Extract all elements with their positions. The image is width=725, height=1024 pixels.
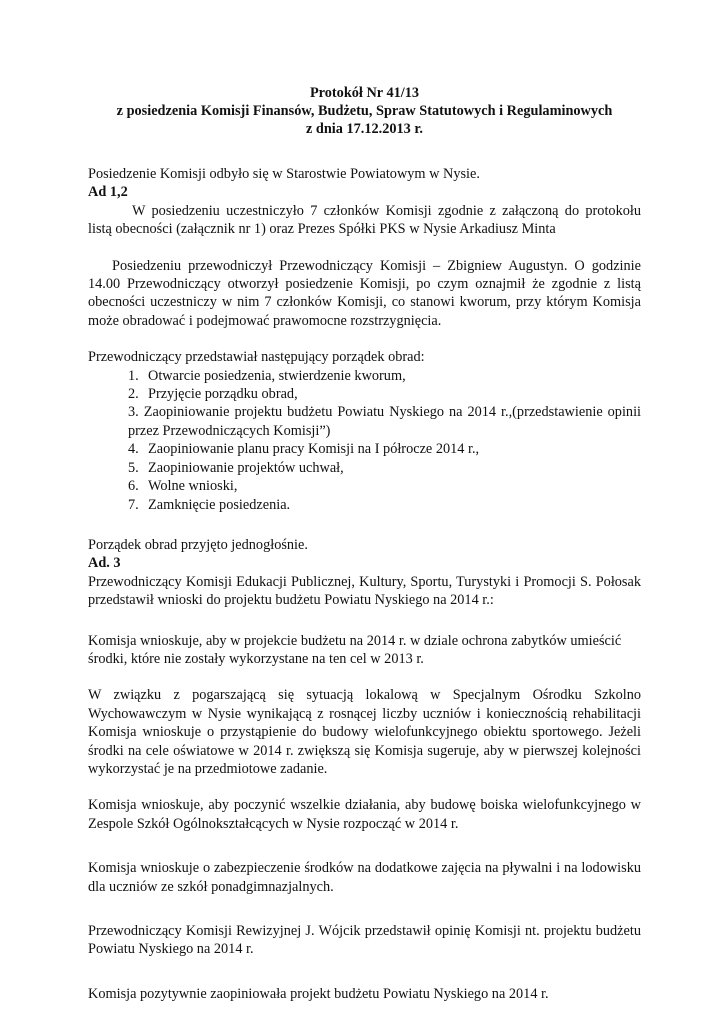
- list-item: [128, 477, 641, 495]
- intro-paragraph: Posiedzenie Komisji odbyło się w Starostwie Powiatowym w Nysie.: [88, 166, 480, 182]
- education-committee-paragraph: Przewodniczący Komisji Edukacji Publicznej, Kultury, Sportu, Turystyki i Promocji S. Połosak przedstawił wnioski do projektu budżetu Powiatu Nyskiego na 2014 r.:: [88, 573, 641, 609]
- chair-paragraph: Posiedzeniu przewodniczył Przewodniczący Komisji – Zbigniew Augustyn. O godzinie 14.00 Przewodniczący otworzył posiedzenie Komisji, po czym oznajmił że zgodnie z listą obecności uczestniczy w nim 7 członków Komisji, co stanowi kworum, przy którym Komisja może obradować i podejmować prawomocne rozstrzygnięcia.: [88, 257, 641, 329]
- sports-field-paragraph: Komisja wnioskuje, aby poczynić wszelkie działania, aby budowę boiska wielofunkcyjnego w Zespole Szkół Ogólnokształcących w Nysie rozpocząć w 2014 r.: [88, 797, 641, 832]
- agenda-accepted: Porządek obrad przyjęto jednogłośnie.: [88, 536, 308, 553]
- section-ad12-label: Ad 1,2: [88, 184, 128, 201]
- section-ad3-label: Ad. 3: [88, 555, 121, 572]
- list-item-number: 5.: [128, 459, 139, 476]
- special-school-paragraph: W związku z pogarszającą się sytuacją lokalową w Specjalnym Ośrodku Szkolno Wychowawczym w Nysie wynikającą z rosnącej liczby uczniów i koniecznością rehabilitacji Komisja wnioskuje o przystąpienie do budowy wielofunkcyjnego obiektu sportowego. Jeżeli środki na cele oświatowe w 2014 r. zwiększą się Komisja sugeruje, aby w pierwszej kolejności wykorzystać je na przedmiotowe zadanie.: [88, 687, 641, 777]
- audit-committee-paragraph: Przewodniczący Komisji Rewizyjnej J. Wójcik przedstawił opinię Komisji nt. projektu budżetu Powiatu Nyskiego na 2014 r.: [88, 923, 641, 958]
- list-item-text: Zaopiniowanie planu pracy Komisji na I półrocze 2014 r.,: [148, 441, 480, 458]
- list-item: [128, 367, 641, 385]
- list-item-number: 2.: [128, 386, 139, 403]
- agenda-intro: Przewodniczący przedstawiał następujący porządek obrad:: [88, 349, 425, 366]
- list-item: [128, 385, 641, 403]
- list-item-number: 3.: [128, 404, 139, 421]
- list-item-number: 1.: [128, 367, 139, 384]
- attendance-paragraph: W posiedzeniu uczestniczyło 7 członków Komisji zgodnie z załączoną do protokołu listą obecności (załącznik nr 1) oraz Prezes Spółki PKS w Nysie Arkadiusz Minta: [88, 202, 641, 238]
- list-item-text: Zaopiniowanie projektu budżetu Powiatu Nyskiego na 2014 r.,(przedstawienie opinii przez Przewodniczących Komisji”): [128, 404, 642, 439]
- heading-title: Protokół Nr 41/13: [309, 85, 420, 101]
- list-item: [128, 440, 641, 458]
- agenda-list: [88, 367, 641, 514]
- document-heading: [88, 84, 641, 138]
- list-item-text: Przyjęcie porządku obrad,: [148, 386, 298, 403]
- heading-date: z dnia 17.12.2013 r.: [305, 121, 424, 137]
- list-item-text: Zaopiniowanie projektów uchwał,: [148, 459, 344, 476]
- list-item-number: 7.: [128, 496, 139, 513]
- list-item: [128, 403, 641, 440]
- heading-committee: z posiedzenia Komisji Finansów, Budżetu, Spraw Statutowych i Regulaminowych: [116, 103, 613, 119]
- list-item-text: Zamknięcie posiedzenia.: [148, 496, 291, 513]
- list-item-number: 6.: [128, 478, 139, 495]
- list-item-text: Wolne wnioski,: [148, 478, 238, 495]
- list-item-text: Otwarcie posiedzenia, stwierdzenie kworum,: [148, 367, 406, 384]
- list-item-number: 4.: [128, 441, 139, 458]
- list-item: [128, 496, 641, 514]
- list-item: [128, 459, 641, 477]
- budget-opinion-paragraph: Komisja pozytywnie zaopiniowała projekt budżetu Powiatu Nyskiego na 2014 r.: [88, 985, 549, 1002]
- monuments-paragraph: Komisja wnioskuje, aby w projekcie budżetu na 2014 r. w dziale ochrona zabytków umieścić środki, które nie zostały wykorzystane na ten cel w 2013 r.: [88, 632, 622, 667]
- swimming-paragraph: Komisja wnioskuje o zabezpieczenie środków na dodatkowe zajęcia na pływalni i na lodowisku dla uczniów ze szkół ponadgimnazjalnych.: [88, 860, 641, 895]
